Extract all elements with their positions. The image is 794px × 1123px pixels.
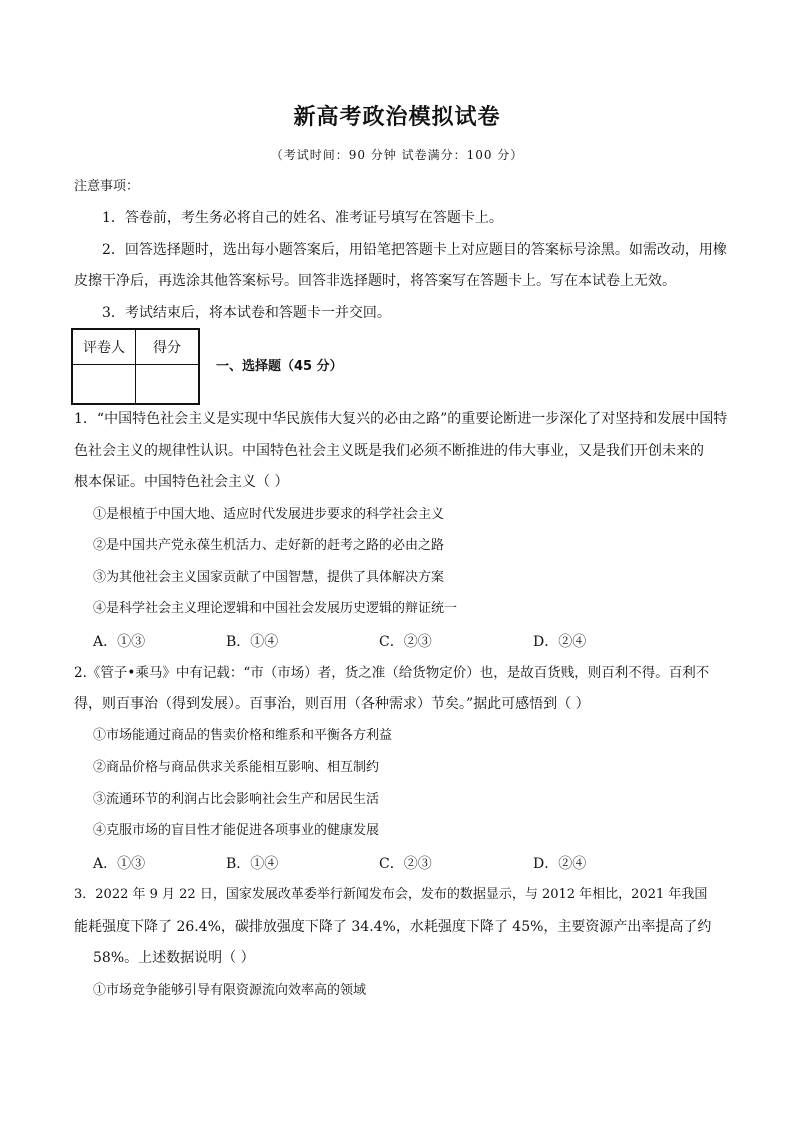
score-cell[interactable]	[136, 365, 200, 405]
notice-item-3: 3．考试结束后，将本试卷和答题卡一并交回。	[102, 305, 391, 321]
question-2-option-2: ②商品价格与商品供求关系能相互影响、相互制约	[93, 760, 380, 775]
question-3-option-1: ①市场竞争能够引导有限资源流向效率高的领域	[93, 983, 367, 998]
question-1-option-2: ②是中国共产党永葆生机活力、走好新的赶考之路的必由之路	[93, 538, 445, 553]
grader-header: 评卷人	[72, 329, 136, 365]
question-2-choice-d[interactable]: D．②④	[533, 856, 587, 872]
question-2-option-4: ④克服市场的盲目性才能促进各项事业的健康发展	[93, 823, 380, 838]
question-2-stem-line-1: 2.《管子•乘马》中有记载：“市（市场）者，货之准（给货物定价）也，是故百货贱，则百利不得。百利不	[74, 665, 710, 681]
notice-heading: 注意事项：	[74, 179, 140, 194]
notice-item-2: 2．回答选择题时，选出每小题答案后，用铅笔把答题卡上对应题目的答案标号涂黑。如需改动，用橡	[102, 242, 727, 258]
question-3-stem-line-2: 能耗强度下降了 26.4%，碳排放强度下降了 34.4%，水耗强度下降了 45%，主要资源产出率提高了约	[74, 919, 712, 935]
question-1-option-4: ④是科学社会主义理论逻辑和中国社会发展历史逻辑的辩证统一	[93, 601, 458, 616]
question-1-choice-b[interactable]: B．①④	[226, 634, 279, 650]
question-1-stem-line-1: 1．“中国特色社会主义是实现中华民族伟大复兴的必由之路”的重要论断进一步深化了对坚持和发展中国特	[74, 411, 728, 427]
question-1-choice-c[interactable]: C．②③	[379, 634, 432, 650]
section-title: 一、选择题（45 分）	[216, 359, 343, 374]
question-1-stem-line-2: 色社会主义的规律性认识。中国特色社会主义既是我们必须不断推进的伟大事业，又是我们开创未来的	[74, 443, 704, 459]
question-1-stem-line-3: 根本保证。中国特色社会主义（ ）	[74, 474, 289, 490]
question-1-choice-d[interactable]: D．②④	[533, 634, 587, 650]
question-2-choice-a[interactable]: A．①③	[93, 856, 146, 872]
exam-subtitle: （考试时间：90 分钟 试卷满分：100 分）	[270, 148, 524, 162]
question-3-stem-line-1: 3．2022 年 9 月 22 日，国家发展改革委举行新闻发布会，发布的数据显示，与 2012 年相比，2021 年我国	[74, 887, 708, 902]
question-2-choice-b[interactable]: B．①④	[226, 856, 279, 872]
question-2-option-3: ③流通环节的利润占比会影响社会生产和居民生活	[93, 792, 380, 807]
notice-item-1: 1．答卷前，考生务必将自己的姓名、准考证号填写在答题卡上。	[102, 210, 503, 226]
question-1-choice-a[interactable]: A．①③	[93, 634, 146, 650]
grader-cell[interactable]	[72, 365, 136, 405]
exam-title: 新高考政治模拟试卷	[293, 104, 501, 130]
score-header: 得分	[136, 329, 200, 365]
notice-item-2-cont: 皮擦干净后，再选涂其他答案标号。回答非选择题时，将答案写在答题卡上。写在本试卷上无效。	[74, 273, 676, 289]
question-3-stem-line-3: 58%。上述数据说明（ ）	[93, 950, 255, 966]
question-2-choices	[93, 853, 693, 873]
question-1-option-3: ③为其他社会主义国家贡献了中国智慧，提供了具体解决方案	[93, 570, 445, 585]
question-2-stem-line-2: 得，则百事治（得到发展）。百事治，则百用（各种需求）节矣。”据此可感悟到（ ）	[74, 696, 590, 712]
question-1-choices	[93, 631, 693, 651]
score-table	[71, 328, 200, 405]
question-2-option-1: ①市场能通过商品的售卖价格和维系和平衡各方利益	[93, 728, 393, 743]
question-2-choice-c[interactable]: C．②③	[379, 856, 432, 872]
question-1-option-1: ①是根植于中国大地、适应时代发展进步要求的科学社会主义	[93, 507, 445, 522]
